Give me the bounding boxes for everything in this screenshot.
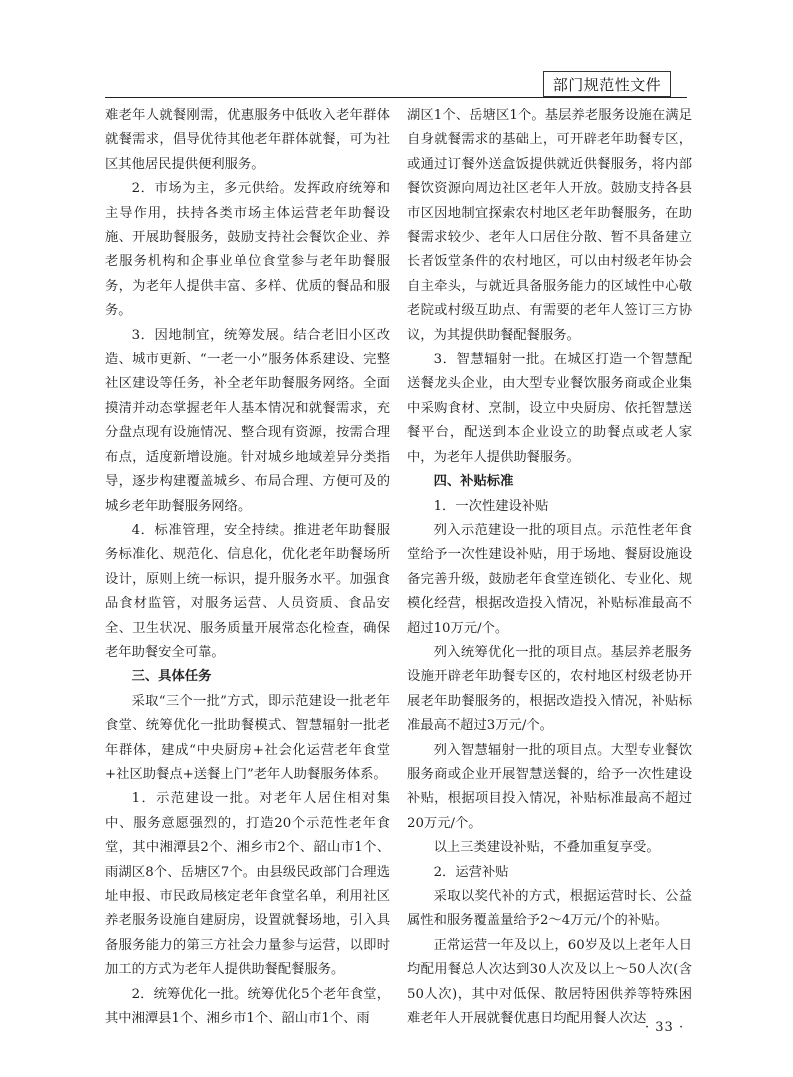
- paragraph: 3．因地制宜，统筹发展。结合老旧小区改造、城市更新、“一老一小”服务体系建设、完整社区建设等任务，补全老年助餐服务网络。全面摸清并动态掌握老年人基本情况和就餐需求，充分盘点现有设施情况、整合现有资源，按需合理布点，适度新增设施。针对城乡地域差异分类指导，逐步构建覆盖城乡、布局合理、方便可及的城乡老年助餐服务网络。: [105, 327, 390, 514]
- right-column: [407, 104, 692, 1031]
- paragraph: 难老年人就餐刚需，优惠服务中低收入老年群体就餐需求，倡导优待其他老年群体就餐，可为社区其他居民提供便利服务。: [105, 108, 390, 172]
- paragraph: 1．示范建设一批。对老年人居住相对集中、服务意愿强烈的，打造20个示范性老年食堂，其中湘潭县2个、湘乡市2个、韶山市1个、雨湖区8个、岳塘区7个。由县级民政部门合理选址申报、市民政局核定老年食堂名单，利用社区养老服务设施自建厨房，设置就餐场地，引入具备服务能力的第三方社会力量参与运营，以即时加工的方式为老年人提供助餐配餐服务。: [105, 791, 390, 978]
- paragraph: 列入智慧辐射一批的项目点。大型专业餐饮服务商或企业开展智慧送餐的，给予一次性建设补贴，根据项目投入情况，补贴标准最高不超过20万元/个。: [407, 742, 692, 831]
- paragraph: 2．市场为主，多元供给。发挥政府统筹和主导作用，扶持各类市场主体运营老年助餐设施、开展助餐服务，鼓励支持社会餐饮企业、养老服务机构和企事业单位食堂参与老年助餐服务，为老年人提供丰富、多样、优质的餐品和服务。: [105, 181, 390, 319]
- page-number: · 33 ·: [645, 1020, 685, 1035]
- section-heading: 三、具体任务: [131, 669, 212, 685]
- paragraph: 2．统筹优化一批。统筹优化5个老年食堂，其中湘潭县1个、湘乡市1个、韶山市1个、雨: [105, 986, 390, 1027]
- paragraph: 采取“三个一批”方式，即示范建设一批老年食堂、统筹优化一批助餐模式、智慧辐射一批老年群体，建成“中央厨房+社会化运营老年食堂+社区助餐点+送餐上门”老年人助餐服务体系。: [105, 693, 390, 782]
- paragraph: 4．标准管理，安全持续。推进老年助餐服务标准化、规范化、信息化，优化老年助餐场所设计，原则上统一标识，提升服务水平。加强食品食材监管，对服务运营、人员资质、食品安全、卫生状况、服务质量开展常态化检查，确保老年助餐安全可靠。: [105, 522, 390, 660]
- section-label-box: [543, 71, 671, 97]
- paragraph: 1．一次性建设补贴: [433, 498, 549, 514]
- left-column: [105, 104, 390, 1031]
- paragraph: 3．智慧辐射一批。在城区打造一个智慧配送餐龙头企业，由大型专业餐饮服务商或企业集中采购食材、烹制，设立中央厨房、依托智慧送餐平台，配送到本企业设立的助餐点或老人家中，为老年人提供助餐服务。: [407, 352, 692, 465]
- header-rule: [105, 97, 687, 98]
- paragraph: 采取以奖代补的方式，根据运营时长、公益属性和服务覆盖量给予2～4万元/个的补贴。: [407, 889, 692, 929]
- paragraph: 正常运营一年及以上，60岁及以上老年人日均配用餐总人次达到30人次及以上～50人次(含50人次)，其中对低保、散居特困供养等特殊困难老年人开展就餐优惠日均配用餐人次达: [407, 937, 692, 1027]
- paragraph: 2．运营补贴: [433, 864, 509, 880]
- paragraph: 列入示范建设一批的项目点。示范性老年食堂给予一次性建设补贴，用于场地、餐厨设施设备完善升级，鼓励老年食堂连锁化、专业化、规模化经营，根据改造投入情况，补贴标准最高不超过10万元/个。: [407, 522, 692, 636]
- paragraph: 列入统筹优化一批的项目点。基层养老服务设施开辟老年助餐专区的，农村地区村级老协开展老年助餐服务的，根据改造投入情况，补贴标准最高不超过3万元/个。: [407, 644, 692, 734]
- section-heading: 四、补贴标准: [433, 474, 514, 490]
- paragraph: 以上三类建设补贴，不叠加重复享受。: [433, 840, 660, 856]
- section-label: 部门规范性文件: [552, 75, 662, 94]
- paragraph: 湖区1个、岳塘区1个。基层养老服务设施在满足自身就餐需求的基础上，可开辟老年助餐专区，或通过订餐外送盒饭提供就近供餐服务，将内部餐饮资源向周边社区老年人开放。鼓励支持各县市区因地制宜探索农村地区老年助餐服务，在助餐需求较少、老年人口居住分散、暂不具备建立长者饭堂条件的农村地区，可以由村级老年协会自主牵头，与就近具备服务能力的区域性中心敬老院或村级互助点、有需要的老年人签订三方协议，为其提供助餐配餐服务。: [407, 108, 692, 343]
